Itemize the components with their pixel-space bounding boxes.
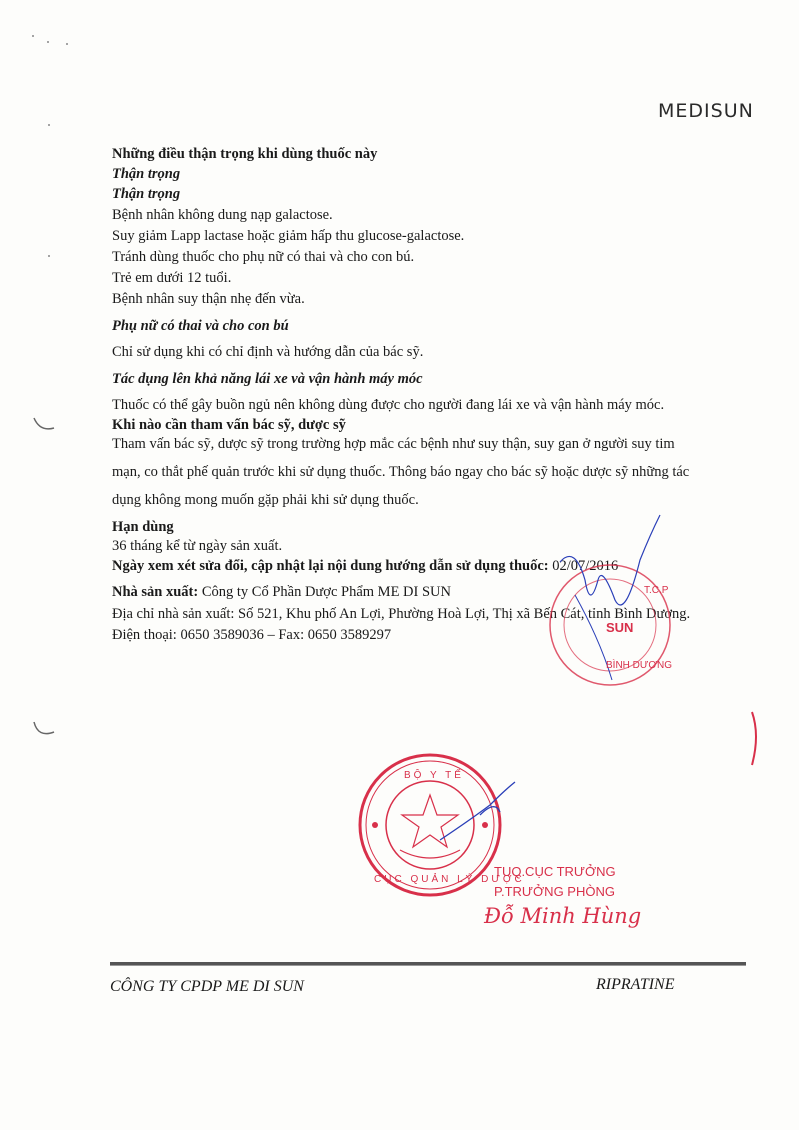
- footer-company: CÔNG TY CPDP ME DI SUN: [110, 978, 304, 995]
- shelf-life-heading: Hạn dùng: [112, 519, 174, 535]
- company-stamp-text: T.C.P: [644, 585, 669, 596]
- driving-text: Thuốc có thể gây buồn ngủ nên không dùng được cho người đang lái xe và vận hành máy móc.: [112, 397, 665, 413]
- manufacturer-label: Nhà sản xuất:: [112, 584, 199, 600]
- list-item: Bệnh nhân suy thận nhẹ đến vừa.: [112, 291, 305, 307]
- consult-line: dụng không mong muốn gặp phải khi sử dụng thuốc.: [112, 492, 419, 508]
- consult-line: Tham vấn bác sỹ, dược sỹ trong trường hợp mắc các bệnh như suy thận, suy gan ở người suy tim: [112, 436, 675, 452]
- list-item: Trẻ em dưới 12 tuổi.: [112, 270, 232, 286]
- pregnancy-heading: Phụ nữ có thai và cho con bú: [112, 318, 289, 334]
- approver-title: P.TRƯỞNG PHÒNG: [494, 884, 615, 899]
- consult-line: mạn, co thắt phế quản trước khi sử dụng thuốc. Thông báo ngay cho bác sỹ hoặc dược sỹ những tác: [112, 464, 690, 480]
- footer-product: RIPRATINE: [596, 976, 675, 993]
- precautions-heading: Những điều thận trọng khi dùng thuốc này: [112, 146, 378, 162]
- ministry-stamp-top: BỘ Y TẾ: [404, 770, 464, 781]
- precautions-subheading: Thận trọng: [112, 166, 181, 182]
- list-item: Bệnh nhân không dung nạp galactose.: [112, 207, 333, 223]
- driving-heading: Tác dụng lên khả năng lái xe và vận hành máy móc: [112, 371, 423, 387]
- company-stamp-text: SUN: [606, 620, 634, 635]
- approver-title: TUQ.CỤC TRƯỞNG: [494, 864, 616, 879]
- manufacturer-address: Địa chỉ nhà sản xuất: Số 521, Khu phố An Lợi, Phường Hoà Lợi, Thị xã Bến Cát, tỉnh Bình Dương.: [112, 606, 691, 622]
- pregnancy-text: Chỉ sử dụng khi có chỉ định và hướng dẫn của bác sỹ.: [112, 344, 424, 360]
- review-date-label: Ngày xem xét sửa đổi, cập nhật lại nội dung hướng dẫn sử dụng thuốc:: [112, 558, 549, 574]
- review-date-value: 02/07/2016: [552, 558, 619, 574]
- consult-heading: Khi nào cần tham vấn bác sỹ, dược sỹ: [112, 417, 346, 433]
- manufacturer-phone: Điện thoại: 0650 3589036 – Fax: 0650 3589297: [112, 627, 392, 643]
- list-item: Tránh dùng thuốc cho phụ nữ có thai và cho con bú.: [112, 249, 415, 265]
- precautions-subheading: Thận trọng: [112, 186, 181, 202]
- ministry-stamp-bottom: CỤC QUẢN LÝ DƯỢC: [374, 874, 525, 885]
- manufacturer-value: Công ty Cổ Phần Dược Phẩm ME DI SUN: [201, 584, 451, 600]
- list-item: Suy giảm Lapp lactase hoặc giảm hấp thu glucose-galactose.: [112, 228, 465, 244]
- company-stamp-text: BÌNH DƯƠNG: [606, 660, 673, 671]
- footer-divider: [110, 962, 746, 966]
- approver-signature: Đỗ Minh Hùng: [484, 904, 642, 928]
- medisun-logo: MEDISUN: [658, 100, 754, 122]
- shelf-life-text: 36 tháng kể từ ngày sản xuất.: [112, 538, 283, 554]
